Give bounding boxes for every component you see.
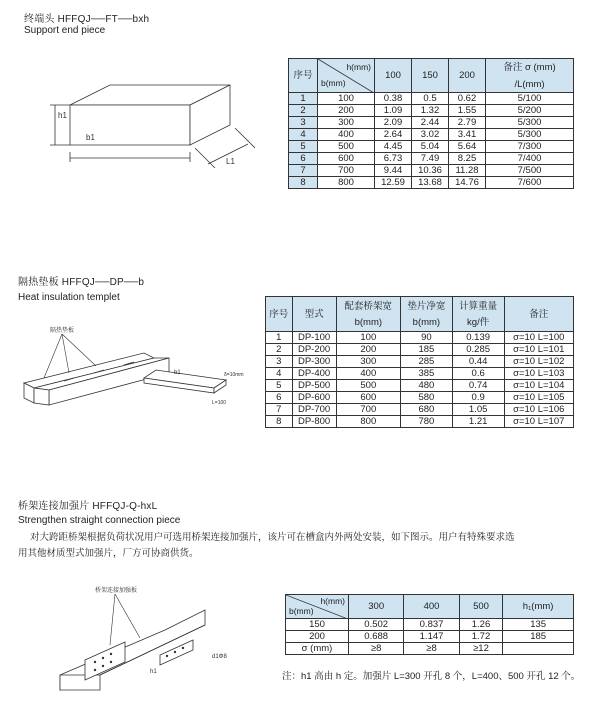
- table-cell: 8: [266, 416, 293, 428]
- table-row: [266, 368, 574, 380]
- table-cell: 0.5: [412, 93, 449, 105]
- table-cell: 300: [336, 356, 400, 368]
- table-cell: 6: [289, 153, 318, 165]
- table-cell: 200: [336, 344, 400, 356]
- table-cell: 7/600: [486, 177, 574, 189]
- table-cell: 5.64: [449, 141, 486, 153]
- table-cell: 200: [318, 105, 375, 117]
- table-cell: 2: [289, 105, 318, 117]
- footnote: 注：h1 高由 h 定。加强片 L=300 开孔 8 个，L=400、500 开孔 12 个。: [282, 671, 581, 682]
- dim-diameter: d1Φ8: [212, 654, 227, 660]
- b-axis-label: b(mm): [289, 606, 314, 616]
- table-row: [286, 619, 574, 631]
- table-cell: 0.285: [452, 344, 504, 356]
- table-cell: σ=10 L=100: [504, 332, 573, 344]
- table-cell: 1.05: [452, 404, 504, 416]
- table-row: [289, 153, 574, 165]
- table-cell: 5/300: [486, 117, 574, 129]
- table-cell: 135: [503, 619, 574, 631]
- table-cell: 7: [266, 404, 293, 416]
- table-cell: 4: [289, 129, 318, 141]
- table-cell: DP-300: [292, 356, 336, 368]
- table-cell: 10.36: [412, 165, 449, 177]
- table-row: [266, 356, 574, 368]
- table-cell: 100: [318, 93, 375, 105]
- table-cell: 7/500: [486, 165, 574, 177]
- dim-h1: h1: [150, 669, 157, 675]
- table-row: [289, 129, 574, 141]
- table-cell: 5/300: [486, 129, 574, 141]
- table-cell: 90: [401, 332, 453, 344]
- strengthen-piece-diagram: [55, 580, 255, 695]
- table-cell: 8: [289, 177, 318, 189]
- column-header: 配套桥架宽 b(mm): [336, 297, 400, 332]
- table-cell: 5/200: [486, 105, 574, 117]
- table-cell: 480: [401, 380, 453, 392]
- table-row: [286, 631, 574, 643]
- dim-thickness: δ=10mm: [224, 372, 244, 378]
- table-cell: 6: [266, 392, 293, 404]
- table-row: [266, 380, 574, 392]
- table-row: [289, 117, 574, 129]
- callout-label: 桥架连接加强板: [95, 588, 138, 594]
- table-cell: 0.74: [452, 380, 504, 392]
- table-row: [266, 416, 574, 428]
- table-cell: DP-800: [292, 416, 336, 428]
- table-cell: 1.72: [459, 631, 503, 643]
- table-row: [289, 165, 574, 177]
- section-subtitle-support-end: Support end piece: [24, 25, 106, 36]
- table-cell: 2.79: [449, 117, 486, 129]
- h-col-header: 400: [404, 595, 459, 619]
- dim-b1: b1: [174, 370, 181, 376]
- section-subtitle-heat-insulation: Heat insulation templet: [18, 292, 120, 303]
- table-cell: 700: [336, 404, 400, 416]
- table-cell: 400: [318, 129, 375, 141]
- table-cell: 1.147: [404, 631, 459, 643]
- heat-insulation-diagram: [14, 318, 244, 443]
- table-cell: 1.09: [375, 105, 412, 117]
- table-cell: 600: [318, 153, 375, 165]
- col-seq-header: 序号: [289, 59, 318, 93]
- table-cell: DP-200: [292, 344, 336, 356]
- heat-insulation-table: [265, 296, 574, 428]
- table-cell: 1.26: [459, 619, 503, 631]
- table-cell: 580: [401, 392, 453, 404]
- table-row: [286, 643, 574, 655]
- table-cell: 1.55: [449, 105, 486, 117]
- table-cell: σ=10 L=107: [504, 416, 573, 428]
- diag-header-cell: [286, 595, 349, 619]
- table-cell: 700: [318, 165, 375, 177]
- table-cell: 400: [336, 368, 400, 380]
- table-cell: 0.502: [349, 619, 404, 631]
- table-cell: 0.688: [349, 631, 404, 643]
- table-cell: 2.09: [375, 117, 412, 129]
- table-cell: 5/100: [486, 93, 574, 105]
- h-axis-label: h(mm): [346, 62, 371, 72]
- table-cell: [503, 643, 574, 655]
- h-col-header: 300: [349, 595, 404, 619]
- support-end-piece-diagram: [30, 60, 260, 190]
- table-cell: σ (mm): [286, 643, 349, 655]
- table-row: [266, 344, 574, 356]
- table-row: [266, 404, 574, 416]
- table-cell: 150: [286, 619, 349, 631]
- h1-col-header: h₁(mm): [503, 595, 574, 619]
- table-cell: 780: [401, 416, 453, 428]
- table-cell: 1.32: [412, 105, 449, 117]
- table-row: [289, 177, 574, 189]
- section-title-support-end: 终端头 HFFQJ──FT──bxh: [24, 14, 150, 25]
- b-axis-label: b(mm): [321, 78, 346, 88]
- table-cell: 1.21: [452, 416, 504, 428]
- table-cell: σ=10 L=103: [504, 368, 573, 380]
- table-cell: 2.64: [375, 129, 412, 141]
- table-cell: 1: [289, 93, 318, 105]
- column-header: 序号: [266, 297, 293, 332]
- table-cell: σ=10 L=104: [504, 380, 573, 392]
- table-cell: 0.6: [452, 368, 504, 380]
- h-col-header: 100: [375, 59, 412, 93]
- diag-header-cell: [318, 59, 375, 93]
- table-cell: 500: [318, 141, 375, 153]
- table-cell: 3: [289, 117, 318, 129]
- section-title-strengthen: 桥架连接加强片 HFFQJ-Q-hxL: [18, 501, 158, 512]
- table-cell: 800: [336, 416, 400, 428]
- callout-label: 隔热垫板: [50, 328, 75, 334]
- column-header: 型式: [292, 297, 336, 332]
- note-col-header: 备注 σ (mm) /L(mm): [486, 59, 574, 93]
- table-cell: 0.139: [452, 332, 504, 344]
- table-cell: 0.837: [404, 619, 459, 631]
- description-line-2: 用其他材质型式加强片，厂方可协商供货。: [18, 548, 199, 559]
- table-cell: 5: [289, 141, 318, 153]
- table-cell: DP-600: [292, 392, 336, 404]
- table-cell: 8.25: [449, 153, 486, 165]
- h-col-header: 200: [449, 59, 486, 93]
- column-header: 计算重量 kg/件: [452, 297, 504, 332]
- table-row: [266, 332, 574, 344]
- table-cell: DP-100: [292, 332, 336, 344]
- diagram-label-h1: h1: [58, 111, 67, 120]
- table-cell: 0.38: [375, 93, 412, 105]
- column-header: 垫片净宽 b(mm): [401, 297, 453, 332]
- section-title-heat-insulation: 隔热垫板 HFFQJ──DP──b: [18, 277, 145, 288]
- table-row: [289, 93, 574, 105]
- table-cell: 3.02: [412, 129, 449, 141]
- table-cell: 5: [266, 380, 293, 392]
- h-col-header: 150: [412, 59, 449, 93]
- table-cell: 3: [266, 356, 293, 368]
- table-cell: 600: [336, 392, 400, 404]
- diagram-label-b1: b1: [86, 133, 95, 142]
- table-cell: 0.9: [452, 392, 504, 404]
- table-row: [266, 392, 574, 404]
- table-cell: σ=10 L=101: [504, 344, 573, 356]
- support-end-table: [288, 58, 574, 189]
- section-subtitle-strengthen: Strengthen straight connection piece: [18, 515, 181, 526]
- table-cell: 7/400: [486, 153, 574, 165]
- diagram-label-l1: L1: [226, 157, 235, 166]
- table-cell: 7: [289, 165, 318, 177]
- table-cell: DP-400: [292, 368, 336, 380]
- strengthen-table: [285, 594, 574, 655]
- description-line-1: 对大跨距桥架根据负荷状况用户可选用桥架连接加强片，该片可在槽盒内外两处安装，如下图示。用户有特殊要求选: [30, 532, 515, 543]
- table-cell: 680: [401, 404, 453, 416]
- table-row: [289, 141, 574, 153]
- table-cell: ≥8: [404, 643, 459, 655]
- table-cell: 13.68: [412, 177, 449, 189]
- table-cell: 9.44: [375, 165, 412, 177]
- column-header: 备注: [504, 297, 573, 332]
- table-cell: 800: [318, 177, 375, 189]
- table-cell: 3.41: [449, 129, 486, 141]
- table-cell: 4.45: [375, 141, 412, 153]
- table-cell: 2.44: [412, 117, 449, 129]
- table-cell: 11.28: [449, 165, 486, 177]
- table-cell: σ=10 L=102: [504, 356, 573, 368]
- table-cell: 300: [318, 117, 375, 129]
- table-cell: 0.44: [452, 356, 504, 368]
- table-cell: 500: [336, 380, 400, 392]
- table-cell: DP-700: [292, 404, 336, 416]
- table-cell: 185: [503, 631, 574, 643]
- table-cell: 2: [266, 344, 293, 356]
- table-cell: 385: [401, 368, 453, 380]
- table-cell: 200: [286, 631, 349, 643]
- table-cell: 185: [401, 344, 453, 356]
- dim-length: L=100: [212, 400, 227, 406]
- table-cell: ≥8: [349, 643, 404, 655]
- table-cell: 4: [266, 368, 293, 380]
- table-cell: 285: [401, 356, 453, 368]
- table-cell: DP-500: [292, 380, 336, 392]
- table-cell: 5.04: [412, 141, 449, 153]
- table-cell: ≥12: [459, 643, 503, 655]
- table-cell: 14.76: [449, 177, 486, 189]
- table-cell: σ=10 L=105: [504, 392, 573, 404]
- table-cell: 12.59: [375, 177, 412, 189]
- h-col-header: 500: [459, 595, 503, 619]
- table-cell: σ=10 L=106: [504, 404, 573, 416]
- table-cell: 1: [266, 332, 293, 344]
- table-cell: 6.73: [375, 153, 412, 165]
- table-cell: 7.49: [412, 153, 449, 165]
- table-cell: 0.62: [449, 93, 486, 105]
- table-cell: 100: [336, 332, 400, 344]
- table-row: [289, 105, 574, 117]
- table-cell: 7/300: [486, 141, 574, 153]
- h-axis-label: h(mm): [320, 596, 345, 606]
